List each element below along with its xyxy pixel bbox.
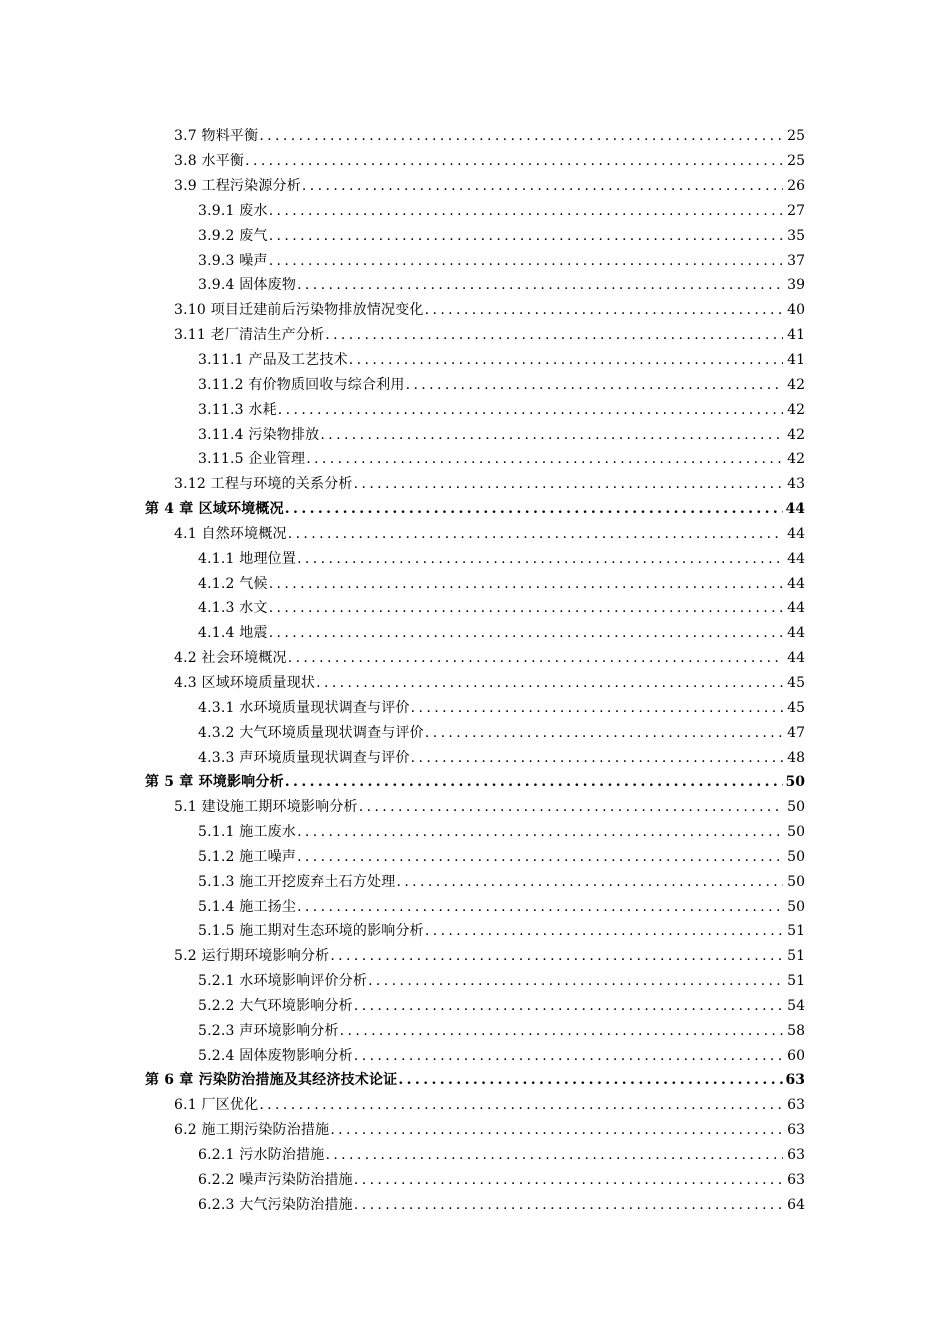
- toc-entry-title: 4.1.3 水文: [198, 600, 268, 617]
- toc-entry-title: 3.9.2 废气: [198, 227, 268, 244]
- toc-entry[interactable]: [0, 1118, 950, 1143]
- toc-dot-leader: [269, 202, 783, 220]
- toc-entry[interactable]: [0, 298, 950, 323]
- toc-dot-leader: [406, 376, 783, 394]
- toc-dot-leader: [425, 301, 783, 319]
- toc-entry-page-number: 50: [787, 848, 805, 865]
- toc-entry[interactable]: [0, 1167, 950, 1192]
- toc-entry[interactable]: [0, 844, 950, 869]
- toc-entry[interactable]: [0, 397, 950, 422]
- toc-dot-leader: [354, 475, 783, 493]
- toc-entry-title: 第 6 章 污染防治措施及其经济技术论证: [145, 1072, 398, 1089]
- toc-entry-page-number: 63: [787, 1122, 805, 1139]
- toc-entry-title: 3.11.1 产品及工艺技术: [198, 352, 348, 369]
- toc-entry-page-number: 44: [785, 501, 805, 518]
- toc-entry-title: 4.3.2 大气环境质量现状调查与评价: [198, 724, 424, 741]
- toc-dot-leader: [330, 1121, 783, 1139]
- toc-entry[interactable]: [0, 919, 950, 944]
- toc-entry-page-number: 50: [787, 898, 805, 915]
- toc-entry-title: 4.1.1 地理位置: [198, 550, 297, 567]
- toc-entry[interactable]: [0, 745, 950, 770]
- toc-entry-page-number: 58: [787, 1022, 805, 1039]
- toc-entry-title: 3.7 物料平衡: [174, 128, 259, 145]
- table-of-contents: [0, 124, 950, 1217]
- toc-entry[interactable]: [0, 621, 950, 646]
- toc-entry[interactable]: [0, 323, 950, 348]
- toc-entry-title: 3.11.3 水耗: [198, 401, 277, 418]
- toc-entry[interactable]: [0, 1018, 950, 1043]
- toc-entry-title: 第 4 章 区域环境概况: [145, 501, 284, 518]
- toc-entry-title: 5.1.5 施工期对生态环境的影响分析: [198, 923, 424, 940]
- toc-dot-leader: [288, 649, 783, 667]
- toc-entry-title: 5.2.3 声环境影响分析: [198, 1022, 339, 1039]
- toc-dot-leader: [425, 724, 783, 742]
- toc-dot-leader: [325, 1146, 783, 1164]
- toc-dot-leader: [359, 798, 783, 816]
- toc-entry-page-number: 50: [785, 774, 805, 791]
- toc-entry-title: 3.9 工程污染源分析: [174, 178, 301, 195]
- toc-entry-title: 3.8 水平衡: [174, 153, 245, 170]
- toc-entry-page-number: 50: [787, 824, 805, 841]
- toc-entry-title: 5.2.2 大气环境影响分析: [198, 997, 353, 1014]
- toc-dot-leader: [306, 450, 783, 468]
- toc-entry-page-number: 42: [787, 376, 805, 393]
- toc-entry[interactable]: [0, 571, 950, 596]
- toc-dot-leader: [269, 227, 783, 245]
- toc-entry-title: 6.2.1 污水防治措施: [198, 1147, 325, 1164]
- toc-entry[interactable]: [0, 894, 950, 919]
- toc-entry[interactable]: [0, 646, 950, 671]
- toc-entry[interactable]: [0, 1143, 950, 1168]
- toc-entry-title: 3.11 老厂清洁生产分析: [174, 327, 325, 344]
- toc-entry[interactable]: [0, 422, 950, 447]
- toc-dot-leader: [411, 699, 783, 717]
- toc-entry[interactable]: [0, 124, 950, 149]
- toc-entry[interactable]: [0, 795, 950, 820]
- toc-entry-page-number: 42: [787, 401, 805, 418]
- toc-entry-page-number: 43: [787, 476, 805, 493]
- toc-entry[interactable]: [0, 1093, 950, 1118]
- toc-entry[interactable]: [0, 522, 950, 547]
- toc-entry-page-number: 51: [787, 948, 805, 965]
- toc-entry[interactable]: [0, 348, 950, 373]
- toc-entry[interactable]: [0, 199, 950, 224]
- toc-dot-leader: [354, 1047, 783, 1065]
- toc-dot-leader: [278, 401, 783, 419]
- toc-entry[interactable]: [0, 223, 950, 248]
- toc-entry[interactable]: [0, 546, 950, 571]
- toc-entry-page-number: 63: [785, 1072, 805, 1089]
- toc-entry-title: 4.1.2 气候: [198, 575, 268, 592]
- toc-dot-leader: [297, 823, 783, 841]
- toc-entry[interactable]: [0, 994, 950, 1019]
- toc-dot-leader: [316, 674, 783, 692]
- toc-entry-page-number: 54: [787, 997, 805, 1014]
- toc-entry-title: 3.9.3 噪声: [198, 252, 268, 269]
- toc-entry-title: 5.2 运行期环境影响分析: [174, 948, 330, 965]
- toc-entry[interactable]: [0, 273, 950, 298]
- toc-dot-leader: [354, 1171, 783, 1189]
- toc-entry-page-number: 48: [787, 749, 805, 766]
- toc-entry[interactable]: [0, 695, 950, 720]
- toc-entry-title: 5.1.2 施工噪声: [198, 848, 297, 865]
- toc-entry-title: 5.1.4 施工扬尘: [198, 898, 297, 915]
- toc-dot-leader: [302, 177, 783, 195]
- toc-entry[interactable]: [0, 596, 950, 621]
- toc-entry-title: 4.1.4 地震: [198, 625, 268, 642]
- toc-entry-page-number: 40: [787, 302, 805, 319]
- toc-entry-title: 6.1 厂区优化: [174, 1097, 259, 1114]
- toc-dot-leader: [330, 947, 783, 965]
- toc-entry-page-number: 26: [787, 178, 805, 195]
- toc-entry-page-number: 35: [787, 227, 805, 244]
- toc-dot-leader: [269, 575, 783, 593]
- toc-dot-leader: [269, 624, 783, 642]
- toc-dot-leader: [259, 127, 783, 145]
- toc-entry-page-number: 44: [787, 575, 805, 592]
- toc-entry-title: 6.2 施工期污染防治措施: [174, 1122, 330, 1139]
- toc-dot-leader: [349, 351, 783, 369]
- toc-entry-page-number: 44: [787, 600, 805, 617]
- toc-dot-leader: [245, 152, 783, 170]
- toc-entry-title: 6.2.2 噪声污染防治措施: [198, 1171, 353, 1188]
- toc-entry[interactable]: [0, 372, 950, 397]
- toc-entry-page-number: 27: [787, 202, 805, 219]
- toc-entry-page-number: 60: [787, 1047, 805, 1064]
- toc-entry-title: 6.2.3 大气污染防治措施: [198, 1196, 353, 1213]
- toc-dot-leader: [285, 773, 783, 791]
- toc-entry-page-number: 41: [787, 352, 805, 369]
- toc-entry[interactable]: [0, 1192, 950, 1217]
- toc-entry-title: 3.12 工程与环境的关系分析: [174, 476, 353, 493]
- toc-entry-page-number: 44: [787, 625, 805, 642]
- toc-entry-title: 4.1 自然环境概况: [174, 525, 287, 542]
- toc-entry-page-number: 45: [787, 699, 805, 716]
- toc-dot-leader: [340, 1022, 783, 1040]
- toc-entry[interactable]: [0, 820, 950, 845]
- toc-entry-title: 3.9.4 固体废物: [198, 277, 297, 294]
- toc-entry-page-number: 41: [787, 327, 805, 344]
- toc-entry[interactable]: [0, 1043, 950, 1068]
- toc-entry[interactable]: [0, 1068, 950, 1093]
- toc-entry[interactable]: [0, 869, 950, 894]
- toc-entry-title: 3.11.4 污染物排放: [198, 426, 320, 443]
- toc-entry[interactable]: [0, 174, 950, 199]
- toc-entry-page-number: 39: [787, 277, 805, 294]
- toc-entry-title: 3.11.2 有价物质回收与综合利用: [198, 376, 405, 393]
- toc-entry-title: 4.2 社会环境概况: [174, 650, 287, 667]
- toc-dot-leader: [354, 1196, 783, 1214]
- toc-entry-title: 5.2.4 固体废物影响分析: [198, 1047, 353, 1064]
- toc-entry[interactable]: [0, 720, 950, 745]
- toc-dot-leader: [269, 599, 783, 617]
- toc-entry-page-number: 50: [787, 873, 805, 890]
- toc-entry-title: 5.1.1 施工废水: [198, 824, 297, 841]
- toc-entry-title: 3.9.1 废水: [198, 202, 268, 219]
- toc-entry-title: 5.1.3 施工开挖废弃土石方处理: [198, 873, 396, 890]
- toc-dot-leader: [269, 252, 783, 270]
- toc-entry[interactable]: [0, 149, 950, 174]
- toc-dot-leader: [325, 326, 783, 344]
- toc-entry-page-number: 63: [787, 1171, 805, 1188]
- toc-entry-page-number: 51: [787, 923, 805, 940]
- toc-dot-leader: [398, 1071, 783, 1089]
- toc-dot-leader: [320, 426, 783, 444]
- toc-entry-page-number: 44: [787, 550, 805, 567]
- toc-dot-leader: [425, 922, 783, 940]
- toc-dot-leader: [259, 1096, 783, 1114]
- toc-entry-title: 5.2.1 水环境影响评价分析: [198, 973, 368, 990]
- toc-entry-title: 4.3.3 声环境质量现状调查与评价: [198, 749, 410, 766]
- toc-entry-page-number: 25: [787, 128, 805, 145]
- toc-entry-title: 3.10 项目迁建前后污染物排放情况变化: [174, 302, 424, 319]
- toc-entry-page-number: 25: [787, 153, 805, 170]
- toc-entry[interactable]: [0, 472, 950, 497]
- toc-entry-page-number: 44: [787, 525, 805, 542]
- toc-entry-page-number: 37: [787, 252, 805, 269]
- toc-dot-leader: [288, 525, 783, 543]
- toc-dot-leader: [297, 898, 783, 916]
- toc-dot-leader: [297, 550, 783, 568]
- toc-entry-page-number: 42: [787, 451, 805, 468]
- toc-dot-leader: [297, 276, 783, 294]
- toc-entry-title: 4.3.1 水环境质量现状调查与评价: [198, 699, 410, 716]
- toc-entry[interactable]: [0, 248, 950, 273]
- toc-entry-page-number: 45: [787, 674, 805, 691]
- toc-dot-leader: [368, 972, 783, 990]
- toc-dot-leader: [411, 749, 783, 767]
- toc-entry-page-number: 50: [787, 799, 805, 816]
- toc-dot-leader: [396, 873, 783, 891]
- toc-entry[interactable]: [0, 497, 950, 522]
- toc-entry[interactable]: [0, 770, 950, 795]
- toc-entry-page-number: 63: [787, 1147, 805, 1164]
- toc-entry-title: 第 5 章 环境影响分析: [145, 774, 284, 791]
- toc-entry-title: 3.11.5 企业管理: [198, 451, 306, 468]
- toc-entry-page-number: 51: [787, 973, 805, 990]
- toc-entry[interactable]: [0, 944, 950, 969]
- toc-entry-page-number: 44: [787, 650, 805, 667]
- toc-entry-page-number: 64: [787, 1196, 805, 1213]
- toc-entry-title: 5.1 建设施工期环境影响分析: [174, 799, 358, 816]
- toc-entry-page-number: 42: [787, 426, 805, 443]
- toc-entry-page-number: 47: [787, 724, 805, 741]
- toc-entry[interactable]: [0, 671, 950, 696]
- toc-entry[interactable]: [0, 969, 950, 994]
- toc-entry[interactable]: [0, 447, 950, 472]
- toc-entry-title: 4.3 区域环境质量现状: [174, 674, 316, 691]
- toc-entry-page-number: 63: [787, 1097, 805, 1114]
- toc-dot-leader: [285, 500, 783, 518]
- toc-dot-leader: [354, 997, 783, 1015]
- toc-dot-leader: [297, 848, 783, 866]
